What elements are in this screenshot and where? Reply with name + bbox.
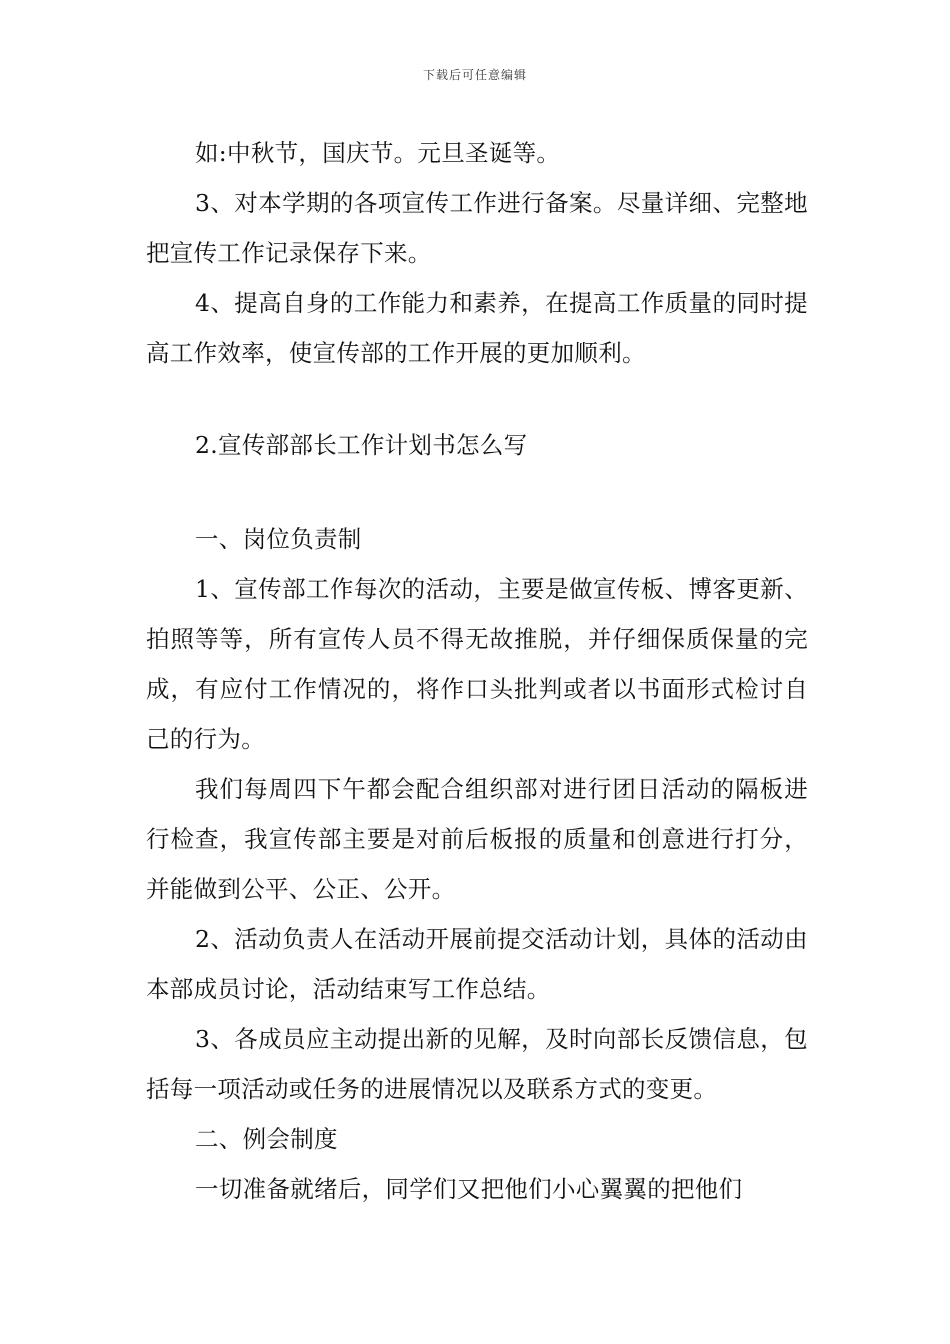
spacer [146,378,808,420]
paragraph-item-2-plan: 2、活动负责人在活动开展前提交活动计划，具体的活动由本部成员讨论，活动结束写工作总结。 [146,925,808,1003]
subsection-title-meetings: 二、例会制度 [195,1125,338,1153]
page-header-note: 下载后可任意编辑 [422,68,527,82]
paragraph-item-3-feedback: 3、各成员应主动提出新的见解，及时向部长反馈信息，包括每一项活动或任务的进展情况以及联系方式的变更。 [146,1025,808,1103]
document-body [146,128,808,1214]
paragraph-item-1-activities: 1、宣传部工作每次的活动，主要是做宣传板、博客更新、拍照等等，所有宣传人员不得无故推脱，并仔细保质保量的完成，有应付工作情况的，将作口头批判或者以书面形式检讨自己的行为。 [146,575,808,753]
section-heading: 2.宣传部部长工作计划书怎么写 [195,431,528,459]
paragraph-weekly-check: 我们每周四下午都会配合组织部对进行团日活动的隔板进行检查，我宣传部主要是对前后板报的质量和创意进行打分，并能做到公平、公正、公开。 [146,775,808,903]
paragraph-item-3-records: 3、对本学期的各项宣传工作进行备案。尽量详细、完整地把宣传工作记录保存下来。 [146,189,808,267]
subsection-title-responsibility: 一、岗位负责制 [195,525,362,553]
spacer [146,470,808,514]
paragraph-holidays: 如:中秋节，国庆节。元旦圣诞等。 [195,139,561,167]
paragraph-item-4-ability: 4、提高自身的工作能力和素养，在提高工作质量的同时提高工作效率，使宣传部的工作开展的更加顺利。 [146,289,808,367]
paragraph-preparation: 一切准备就绪后，同学们又把他们小心翼翼的把他们 [195,1175,743,1203]
